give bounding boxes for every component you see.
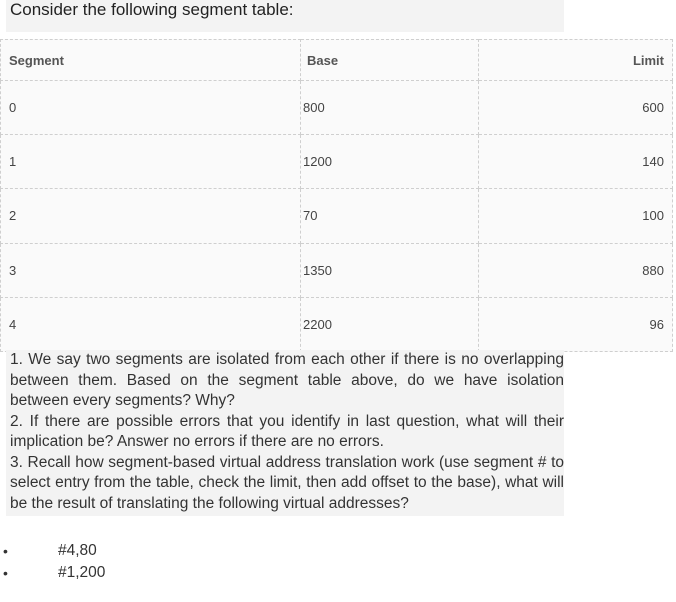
segment-cell: 4 [1, 297, 301, 351]
segment-cell: 2 [1, 189, 301, 243]
header-limit: Limit [479, 40, 673, 81]
limit-cell: 600 [479, 81, 673, 135]
table-row [1, 189, 673, 243]
bullet-icon: • [3, 543, 8, 559]
table-row [1, 135, 673, 189]
question-1: 1. We say two segments are isolated from each other if there is no overlapping between them. Based on the segment table above, do we have isolation between every segments? Why? [10, 351, 564, 409]
limit-cell: 96 [479, 297, 673, 351]
list-item [0, 540, 105, 562]
bullet-icon: • [3, 565, 8, 581]
base-cell: 800 [301, 81, 479, 135]
segment-cell: 1 [1, 135, 301, 189]
question-3: 3. Recall how segment-based virtual address translation work (use segment # to select entry from the table, check the limit, then add offset to the base), what will be the result of translating the following virtual addresses? [10, 453, 564, 512]
table-row [1, 243, 673, 297]
question-2: 2. If there are possible errors that you identify in last question, what will their implication be? Answer no errors if there are no errors. [10, 412, 564, 450]
segment-cell: 0 [1, 81, 301, 135]
address-list [0, 540, 105, 584]
header-segment: Segment [1, 40, 301, 81]
address-text: #4,80 [58, 542, 97, 559]
list-item [0, 562, 105, 584]
base-cell: 70 [301, 189, 479, 243]
table-row [1, 81, 673, 135]
limit-cell: 880 [479, 243, 673, 297]
table-header-row [1, 40, 673, 81]
segment-cell: 3 [1, 243, 301, 297]
limit-cell: 100 [479, 189, 673, 243]
base-cell: 2200 [301, 297, 479, 351]
intro-text: Consider the following segment table: [6, 0, 564, 32]
limit-cell: 140 [479, 135, 673, 189]
base-cell: 1200 [301, 135, 479, 189]
address-text: #1,200 [58, 564, 106, 581]
segment-table [0, 39, 673, 352]
table-row [1, 297, 673, 351]
header-base: Base [301, 40, 479, 81]
questions-block [6, 350, 564, 516]
base-cell: 1350 [301, 243, 479, 297]
